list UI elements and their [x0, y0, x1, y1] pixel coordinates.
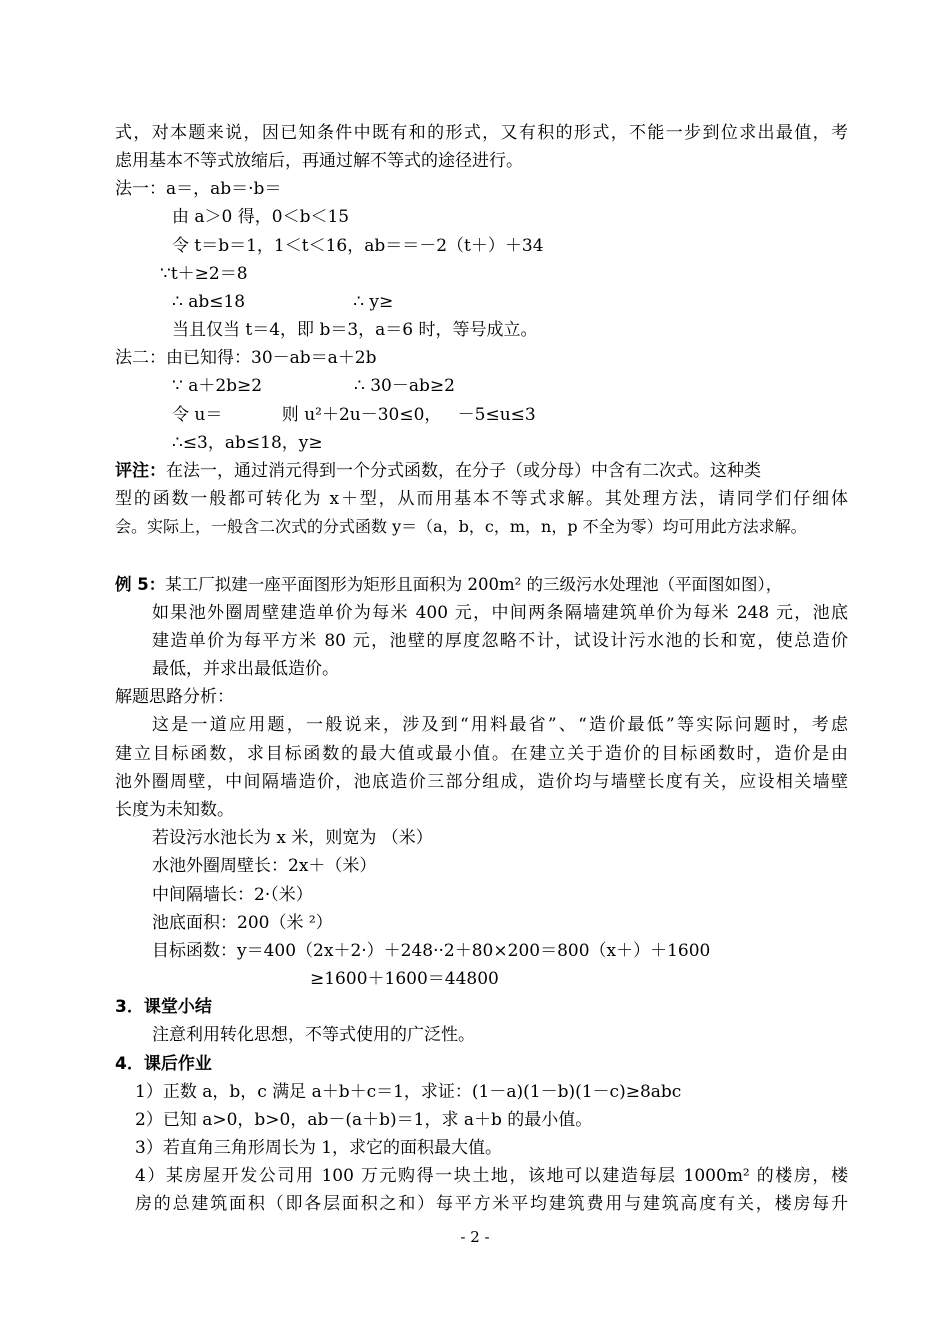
- text-line: ∵t＋≥2＝8: [160, 264, 248, 284]
- text-line: 这是一道应用题，一般说来，涉及到“用料最省”、“造价最低”等实际问题时，考虑: [152, 715, 848, 735]
- text-line: 令 t＝b＝1，1＜t＜16，ab＝＝－2（t＋）＋34: [172, 236, 544, 256]
- text-line: 建造单价为每平方米 80 元，池壁的厚度忽略不计，试设计污水池的长和宽，使总造价: [152, 631, 848, 651]
- text-line: 令 u＝ 则 u²＋2u－30≤0， －5≤u≤3: [172, 405, 536, 425]
- text-line: 房的总建筑面积（即各层面积之和）每平方米平均建筑费用与建筑高度有关，楼房每升: [135, 1194, 848, 1214]
- text-line: 1）正数 a，b，c 满足 a＋b＋c＝1，求证：(1－a)(1－b)(1－c)≥8abc: [135, 1082, 682, 1102]
- text-line: 法二：由已知得：30－ab＝a＋2b: [115, 348, 377, 368]
- example-line: [115, 574, 855, 596]
- text-line: 池底面积：200（米 ²）: [152, 913, 333, 933]
- text-line: 在法一，通过消元得到一个分式函数，在分子（或分母）中含有二次式。这种类: [166, 461, 761, 481]
- text-line: 若设污水池长为 x 米，则宽为 （米）: [152, 828, 433, 848]
- section-heading: 4．课后作业: [115, 1054, 212, 1074]
- text-line: ∵ a＋2b≥2 ∴ 30－ab≥2: [172, 376, 455, 396]
- comment-line: [115, 460, 848, 482]
- text-line: 注意利用转化思想，不等式使用的广泛性。: [152, 1025, 475, 1045]
- text-line: 中间隔墙长：2·（米）: [152, 885, 313, 905]
- text-line: 由 a＞0 得，0＜b＜15: [172, 207, 350, 227]
- text-line: 长度为未知数。: [115, 800, 234, 820]
- text-line: 型的函数一般都可转化为 x＋型，从而用基本不等式求解。其处理方法，请同学们仔细体: [115, 489, 848, 509]
- text-line: 法一：a＝，ab＝·b＝: [115, 179, 282, 199]
- text-line: 建立目标函数，求目标函数的最大值或最小值。在建立关于造价的目标函数时，造价是由: [115, 744, 848, 764]
- text-line: 某工厂拟建一座平面图形为矩形且面积为 200m² 的三级污水处理池（平面图如图），: [165, 575, 783, 594]
- text-line: 2）已知 a>0，b>0，ab－(a＋b)＝1，求 a＋b 的最小值。: [135, 1110, 593, 1130]
- text-line: 会。实际上，一般含二次式的分式函数 y＝（a，b，c，m，n，p 不全为零）均可用此方法求解。: [115, 517, 807, 536]
- text-line: ∴ ab≤18 ∴ y≥: [172, 292, 394, 312]
- text-line: 如果池外圈周壁建造单价为每米 400 元，中间两条隔墙建筑单价为每米 248 元，池底: [152, 603, 848, 623]
- section-heading: 3．课堂小结: [115, 997, 212, 1017]
- text-line: ∴≤3，ab≤18，y≥: [172, 433, 323, 453]
- text-line: 4）某房屋开发公司用 100 万元购得一块土地，该地可以建造每层 1000m² 的楼房，楼: [135, 1166, 848, 1186]
- text-line: 3）若直角三角形周长为 1，求它的面积最大值。: [135, 1138, 503, 1158]
- text-line: ≥1600＋1600＝44800: [310, 969, 499, 989]
- text-line: 目标函数：y＝400（2x＋2·）＋248··2＋80×200＝800（x＋）＋1600: [152, 941, 711, 961]
- text-line: 池外圈周壁，中间隔墙造价，池底造价三部分组成，造价均与墙壁长度有关，应设相关墙壁: [115, 772, 848, 792]
- text-line: 最低，并求出最低造价。: [152, 659, 339, 679]
- example-label: 例 5：: [115, 575, 166, 594]
- text-line: 式，对本题来说，因已知条件中既有和的形式，又有积的形式，不能一步到位求出最值，考: [115, 123, 848, 143]
- text-line: 解题思路分析：: [115, 687, 234, 707]
- page-number: - 2 -: [460, 1228, 490, 1246]
- text-line: 水池外圈周壁长：2x＋（米）: [152, 856, 377, 876]
- comment-label: 评注：: [115, 461, 166, 481]
- text-line: 虑用基本不等式放缩后，再通过解不等式的途径进行。: [115, 151, 523, 171]
- text-line: 当且仅当 t＝4，即 b＝3，a＝6 时，等号成立。: [172, 320, 538, 340]
